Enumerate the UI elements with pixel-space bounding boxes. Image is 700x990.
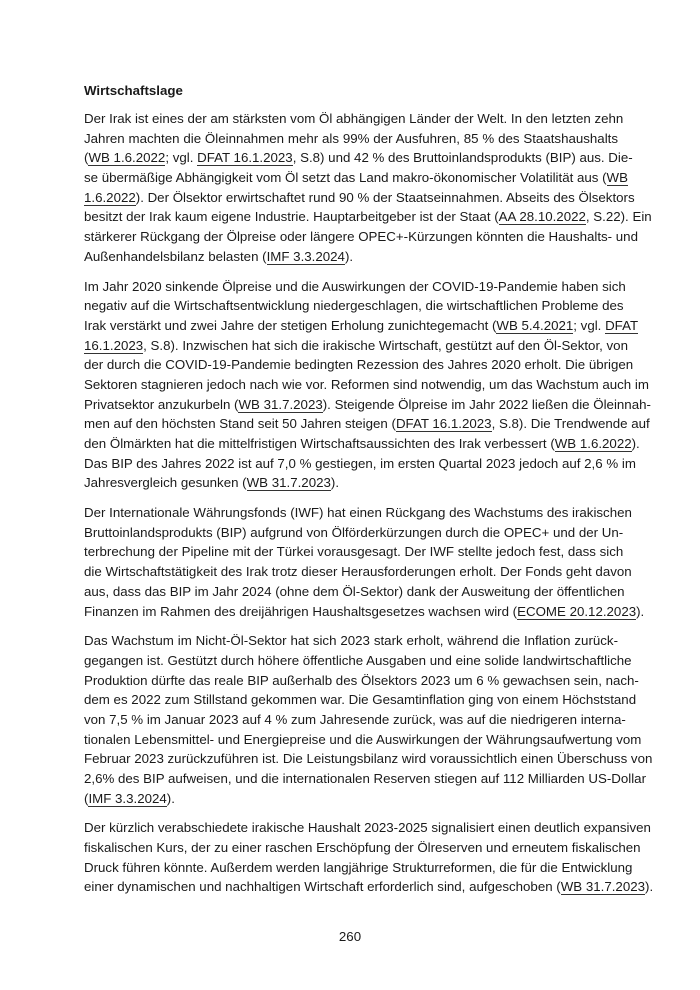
text-segment: dem es 2022 zum Stillstand gekommen war. Die Gesamtinflation ging von einem Höchststand xyxy=(84,692,637,708)
text-segment: ( xyxy=(84,150,89,166)
text-segment: se übermäßige Abhängigkeit vom Öl setzt das Land makro-ökonomischer Volatilität aus ( xyxy=(84,170,607,186)
text-segment: Jahresvergleich gesunken ( xyxy=(84,475,247,491)
text-segment: fiskalischen Kurs, der zu einer raschen Erschöpfung der Ölreserven und erneutem fiskalischen xyxy=(84,840,641,856)
source-reference-link[interactable]: WB 1.6.2022 xyxy=(88,150,166,166)
text-segment: Privatsektor anzukurbeln ( xyxy=(84,396,239,412)
text-line xyxy=(84,336,628,356)
text-line xyxy=(84,395,651,415)
text-line xyxy=(84,473,618,493)
text-line xyxy=(84,207,652,227)
text-line xyxy=(84,690,637,710)
text-segment: Der Irak ist eines der am stärksten vom Öl abhängigen Länder der Welt. In den letzten zehn xyxy=(84,111,624,126)
text-segment: den Ölmärkten hat die mittelfristigen Wirtschaftsaussichten des Irak verbessert ( xyxy=(84,436,555,451)
text-segment: , S.22). Ein xyxy=(585,209,652,225)
text-segment: , S.8) und 42 % des Bruttoinlandsprodukts (BIP) aus. Die- xyxy=(292,150,633,166)
text-line xyxy=(84,227,638,247)
text-segment: ). xyxy=(631,436,640,451)
text-line xyxy=(84,562,632,582)
text-segment: men auf den höchsten Stand seit 50 Jahren steigen ( xyxy=(84,416,396,432)
source-reference-link[interactable]: IMF 3.3.2024 xyxy=(266,248,345,264)
text-segment: Sektoren stagnieren jedoch nach wie vor. Reformen sind notwendig, um das Wachstum auch im xyxy=(84,376,649,392)
source-reference-link[interactable]: 1.6.2022 xyxy=(84,189,136,205)
text-line xyxy=(84,414,650,434)
text-line xyxy=(84,277,626,297)
text-segment: ( xyxy=(84,790,89,806)
text-segment: , S.8). Die Trendwende auf xyxy=(491,416,650,432)
source-reference-link[interactable]: WB 31.7.2023 xyxy=(238,396,323,412)
text-segment: der durch die COVID-19-Pandemie bedingten Rezession des Jahres 2020 erholt. Die übrigen xyxy=(84,357,634,373)
source-reference-link[interactable]: DFAT xyxy=(605,317,639,333)
text-line xyxy=(84,316,639,336)
text-segment: aus, dass das BIP im Jahr 2024 (ohne dem Öl-Sektor) dank der Ausweitung der öffentlichen xyxy=(84,583,625,599)
text-line xyxy=(84,434,640,454)
text-segment: 2,6% des BIP aufweisen, und die internationalen Reserven stiegen auf 112 Milliarden US-Dollar xyxy=(84,771,647,786)
text-segment: ). xyxy=(344,248,354,264)
text-segment: gegangen ist. Gestützt durch höhere öffentliche Ausgaben und eine solide landwirtschaftliche xyxy=(84,652,632,668)
text-segment: negativ auf die Wirtschaftsentwicklung niedergeschlagen, die wirtschaftlichen Probleme des xyxy=(84,298,624,314)
paragraph xyxy=(84,503,645,621)
paragraph xyxy=(84,109,652,267)
text-segment: Irak verstärkt und zwei Jahre der stetigen Erholung zunichtegemacht ( xyxy=(84,317,497,333)
text-line xyxy=(84,523,624,543)
text-line xyxy=(84,602,645,622)
text-line xyxy=(84,818,651,838)
text-line xyxy=(84,109,624,129)
text-segment: Produktion dürfte das reale BIP außerhalb des Ölsektors 2023 um 6 % gewachsen sein, nach- xyxy=(84,672,639,688)
text-line xyxy=(84,730,642,750)
text-line xyxy=(84,789,618,809)
source-reference-link[interactable]: ECOME 20.12.2023 xyxy=(517,603,637,619)
source-reference-link[interactable]: WB 5.4.2021 xyxy=(496,317,574,333)
text-line xyxy=(84,838,641,858)
text-line xyxy=(84,296,624,316)
text-line xyxy=(84,710,626,730)
text-line xyxy=(84,168,628,188)
source-reference-link[interactable]: IMF 3.3.2024 xyxy=(88,790,167,806)
source-reference-link[interactable]: WB 31.7.2023 xyxy=(560,879,646,895)
text-segment: Bruttoinlandsprodukts (BIP) aufgrund von Ölförderkürzungen durch die OPEC+ und der Un- xyxy=(84,524,624,540)
text-segment: ). xyxy=(636,603,645,619)
text-line xyxy=(84,129,618,149)
text-line xyxy=(84,749,653,769)
page-number: 260 xyxy=(338,929,362,944)
text-segment: Der kürzlich verabschiedete irakische Haushalt 2023-2025 signalisiert einen deutlich expansiven xyxy=(84,820,651,836)
text-segment: ; vgl. xyxy=(573,317,606,333)
text-line xyxy=(84,877,654,897)
text-segment: von 7,5 % im Januar 2023 auf 4 % zum Jahresende zurück, was auf die niedrigeren interna- xyxy=(84,711,626,727)
text-segment: Außenhandelsbilanz belasten ( xyxy=(84,248,267,264)
text-segment: die Wirtschaftstätigkeit des Irak trotz dieser Herausforderungen erholt. Der Fonds geht davon xyxy=(84,564,632,580)
text-segment: ). xyxy=(166,790,175,806)
text-segment: ). Steigende Ölpreise im Jahr 2022 ließen die Öleinnah- xyxy=(322,396,651,412)
text-segment: einer dynamischen und nachhaltigen Wirtschaft erforderlich sind, aufgeschoben ( xyxy=(84,879,561,895)
text-segment: Im Jahr 2020 sinkende Ölpreise und die Auswirkungen der COVID-19-Pandemie haben sich xyxy=(84,278,626,294)
text-segment: terbrechung der Pipeline mit der Türkei vorausgesagt. Der IWF stellte jedoch fest, dass sich xyxy=(84,544,624,560)
text-line xyxy=(84,503,632,523)
paragraph xyxy=(84,277,651,494)
text-line xyxy=(84,375,649,395)
text-line xyxy=(84,631,618,651)
text-segment: ). xyxy=(645,879,654,895)
text-line xyxy=(84,188,635,208)
paragraph xyxy=(84,818,654,897)
text-line xyxy=(84,582,625,602)
text-line xyxy=(84,651,632,671)
text-line xyxy=(84,858,633,878)
section-heading: Wirtschaftslage xyxy=(84,83,183,98)
source-reference-link[interactable]: 16.1.2023 xyxy=(84,337,144,353)
source-reference-link[interactable]: WB 1.6.2022 xyxy=(554,436,632,451)
text-segment: Druck führen könnte. Außerdem werden langjährige Strukturreformen, die für die Entwicklung xyxy=(84,859,633,875)
text-line xyxy=(84,148,633,168)
text-segment: ). xyxy=(330,475,340,491)
text-segment: , S.8). Inzwischen hat sich die irakische Wirtschaft, gestützt auf den Öl-Sektor, von xyxy=(143,337,628,353)
source-reference-link[interactable]: WB xyxy=(606,170,628,186)
source-reference-link[interactable]: WB 31.7.2023 xyxy=(246,475,331,491)
text-segment: ; vgl. xyxy=(165,150,198,166)
text-segment: Jahren machten die Öleinnahmen mehr als 99% der Ausfuhren, 85 % des Staatshaushalts xyxy=(84,130,618,146)
text-segment: Der Internationale Währungsfonds (IWF) hat einen Rückgang des Wachstums des irakischen xyxy=(84,505,632,521)
text-segment: Finanzen im Rahmen des dreijährigen Haushaltsgesetzes wachsen wird ( xyxy=(84,603,518,619)
text-line xyxy=(84,355,634,375)
text-line xyxy=(84,542,624,562)
text-line xyxy=(84,247,618,267)
text-line xyxy=(84,671,639,691)
source-reference-link[interactable]: DFAT 16.1.2023 xyxy=(197,150,293,166)
text-segment: stärkerer Rückgang der Ölpreise oder längere OPEC+-Kürzungen könnten die Haushalts- und xyxy=(84,229,638,245)
text-segment: tionalen Lebensmittel- und Energiepreise und die Auswirkungen der Währungsaufwertung vom xyxy=(84,731,642,747)
text-segment: ). Der Ölsektor erwirtschaftet rund 90 % der Staatseinnahmen. Abseits des Ölsektors xyxy=(135,189,635,205)
source-reference-link[interactable]: AA 28.10.2022 xyxy=(498,209,586,225)
text-segment: besitzt der Irak kaum eigene Industrie. Hauptarbeitgeber ist der Staat ( xyxy=(84,209,499,225)
source-reference-link[interactable]: DFAT 16.1.2023 xyxy=(395,416,492,432)
text-segment: Das BIP des Jahres 2022 ist auf 7,0 % gestiegen, im ersten Quartal 2023 jedoch auf 2,6 % im xyxy=(84,455,636,471)
text-line xyxy=(84,454,636,474)
text-line xyxy=(84,769,647,789)
paragraph xyxy=(84,631,653,808)
text-segment: Februar 2023 zurückzuführen ist. Die Leistungsbilanz wird voraussichtlich einen Überschuss von xyxy=(84,751,653,767)
document-body xyxy=(84,109,654,907)
text-segment: Das Wachstum im Nicht-Öl-Sektor hat sich 2023 stark erholt, während die Inflation zurück- xyxy=(84,633,618,649)
